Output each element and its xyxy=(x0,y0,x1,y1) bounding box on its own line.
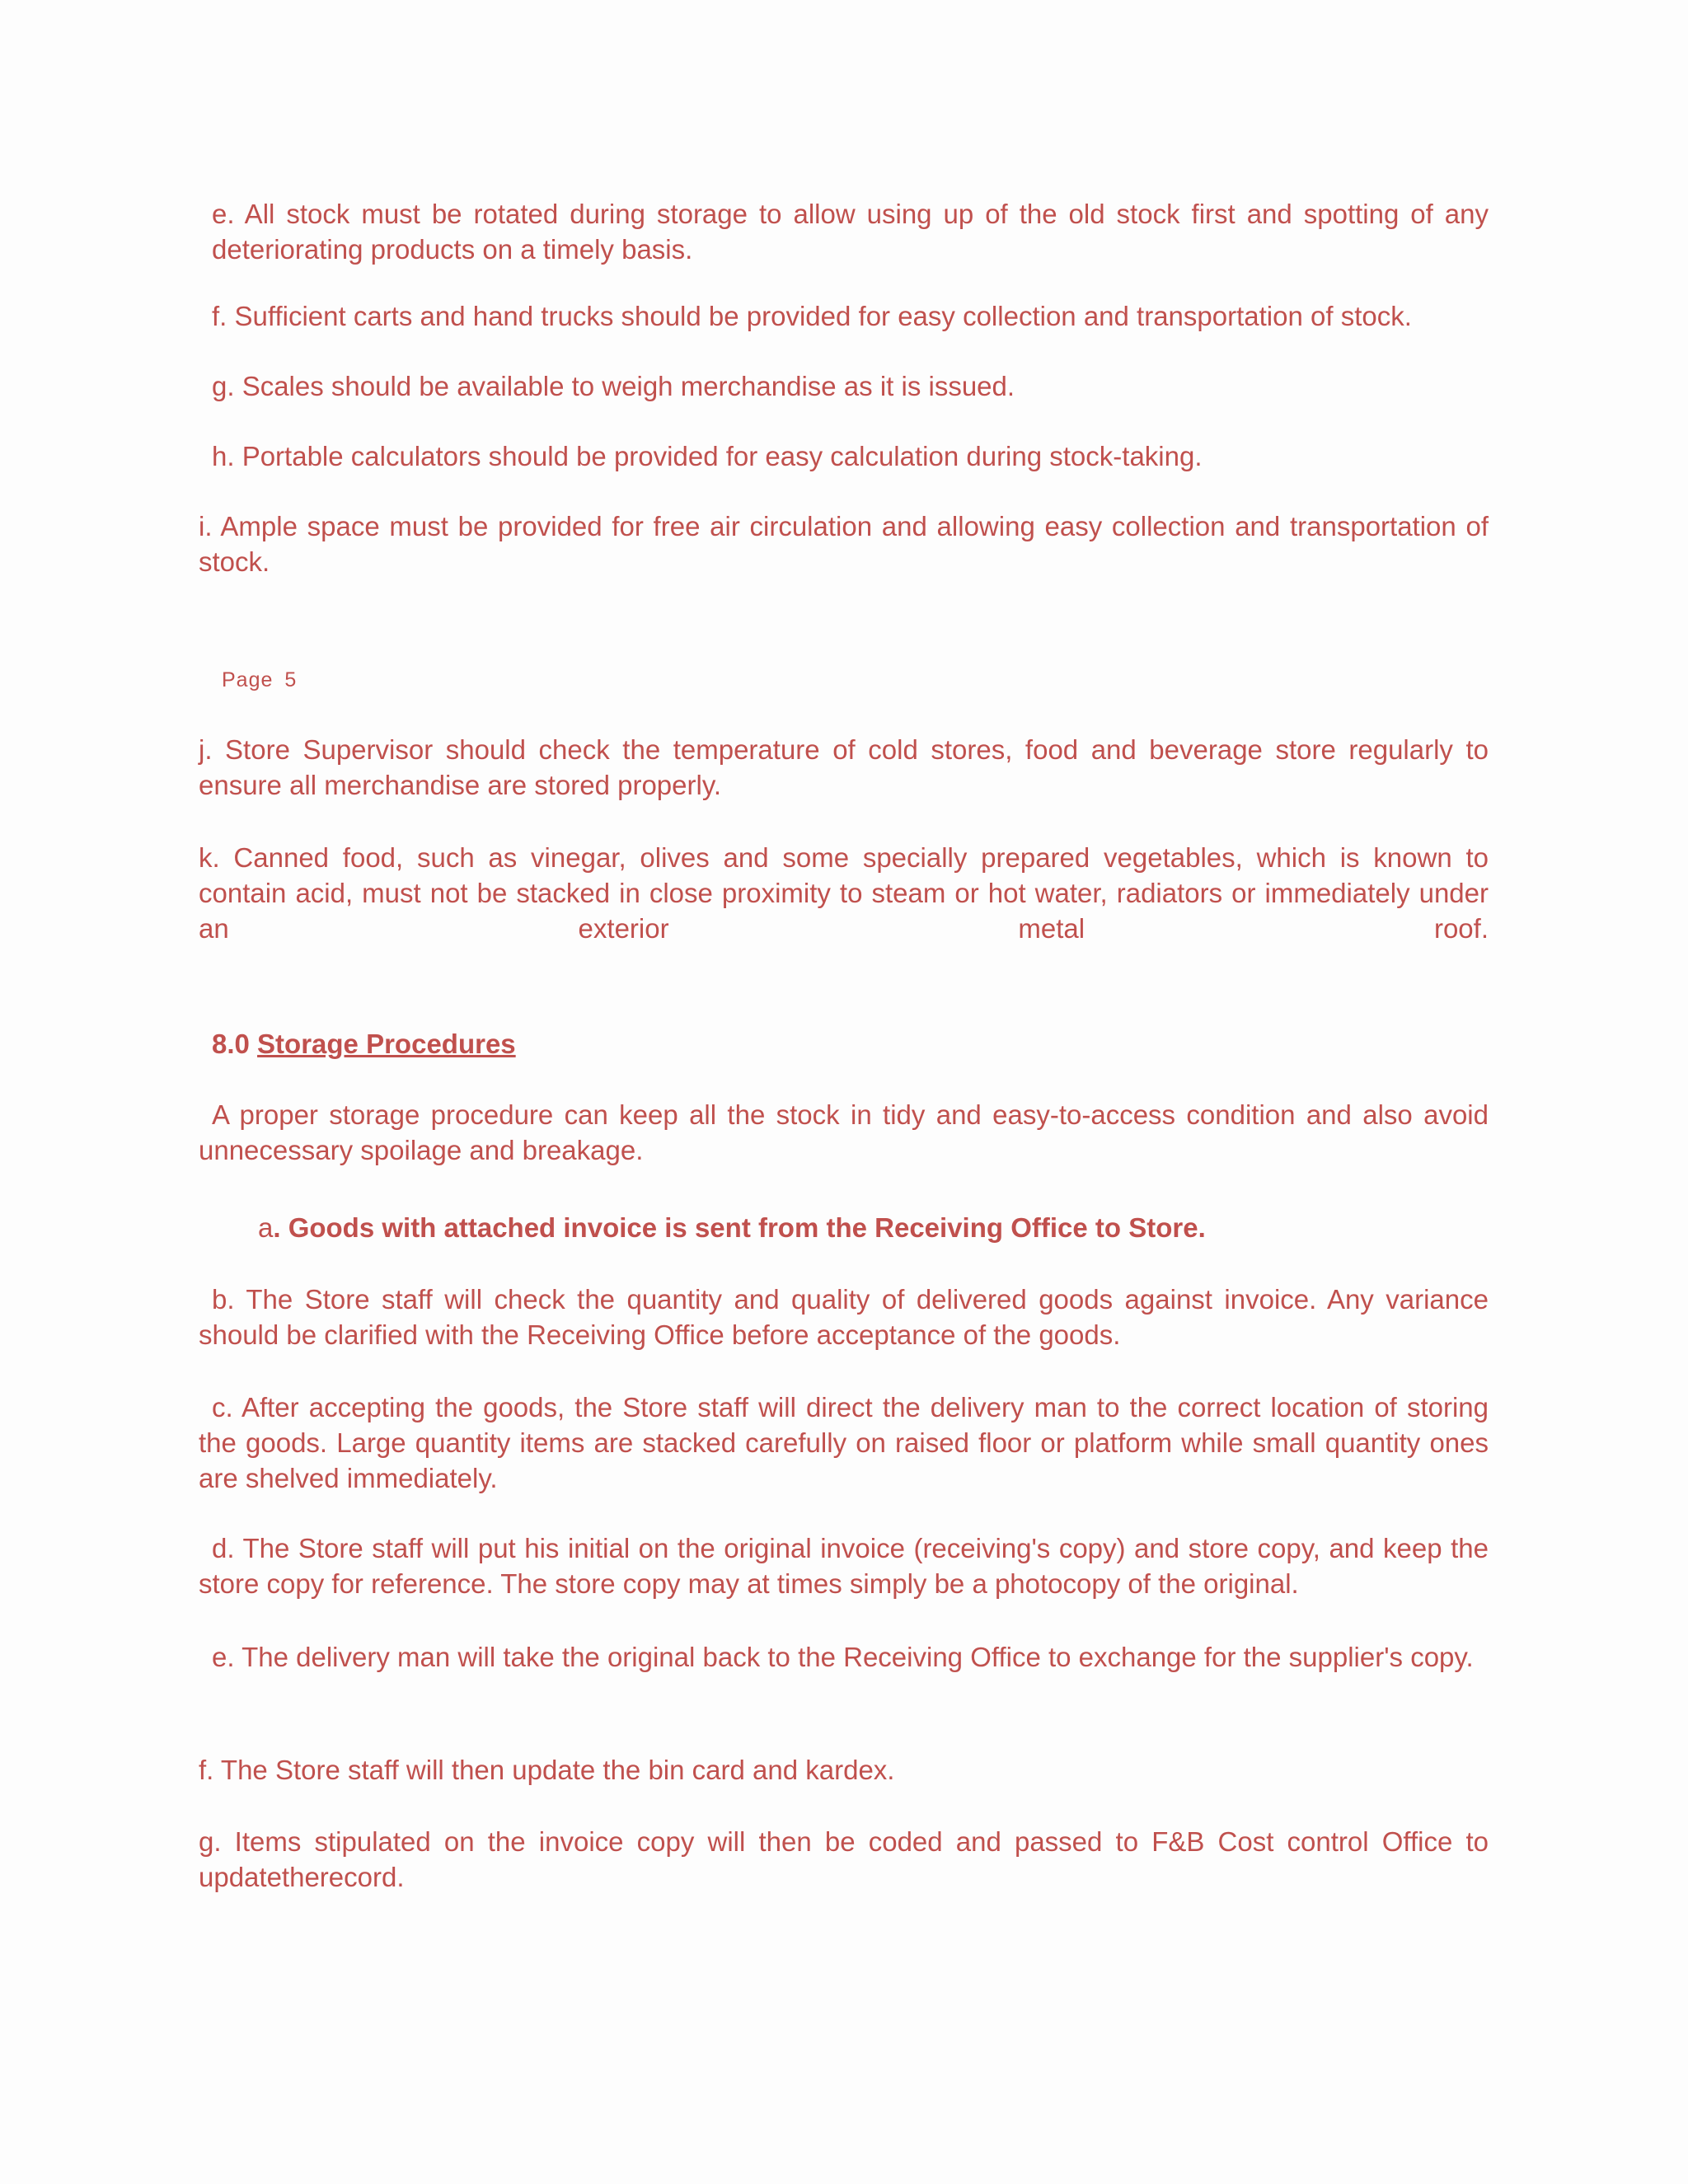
procedure-c: c. After accepting the goods, the Store staff will direct the delivery man to the correct location of storing the goods. Large quantity items are stacked carefully on raised floor or platform while small quantity ones are shelved immediately. xyxy=(199,1392,1489,1493)
procedure-g: g. Items stipulated on the invoice copy will then be coded and passed to F&B Cost control Office to updatetherecord. xyxy=(199,1826,1489,1892)
section-title: Storage Procedures xyxy=(257,1029,516,1059)
item-f-carts: f. Sufficient carts and hand trucks should be provided for easy collection and transportation of stock. xyxy=(212,301,1412,331)
item-k-canned-food: k. Canned food, such as vinegar, olives and some specially prepared vegetables, which is known to contain acid, must not be stacked in close proximity to steam or hot water, radiators or immediately under an exterior metal roof. xyxy=(199,842,1489,944)
procedure-a-text: . Goods with attached invoice is sent from the Receiving Office to Store. xyxy=(273,1212,1206,1243)
procedure-e: e. The delivery man will take the original back to the Receiving Office to exchange for the supplier's copy. xyxy=(212,1642,1474,1672)
section-intro: A proper storage procedure can keep all the stock in tidy and easy-to-access condition and also avoid unnecessary spoilage and breakage. xyxy=(199,1099,1489,1165)
item-g-scales: g. Scales should be available to weigh merchandise as it is issued. xyxy=(212,371,1015,401)
item-i-air-circulation: i. Ample space must be provided for free air circulation and allowing easy collection and transportation of stock. xyxy=(199,511,1489,577)
procedure-d: d. The Store staff will put his initial on the original invoice (receiving's copy) and store copy, and keep the store copy for reference. The store copy may at times simply be a photocopy of the original. xyxy=(199,1533,1489,1599)
procedure-b: b. The Store staff will check the quantity and quality of delivered goods against invoice. Any variance should be clarified with the Receiving Office before acceptance of the goods. xyxy=(199,1284,1489,1350)
procedure-a xyxy=(258,1210,1206,1245)
item-j-temperature: j. Store Supervisor should check the temperature of cold stores, food and beverage store regularly to ensure all merchandise are stored properly. xyxy=(199,734,1489,800)
item-e-rotate-stock: e. All stock must be rotated during storage to allow using up of the old stock first and spotting of any deteriorating products on a timely basis. xyxy=(212,199,1489,265)
procedure-f: f. The Store staff will then update the bin card and kardex. xyxy=(199,1755,895,1785)
section-number: 8.0 xyxy=(212,1029,258,1059)
procedure-a-prefix: a xyxy=(258,1212,274,1243)
item-h-calculators: h. Portable calculators should be provided for easy calculation during stock-taking. xyxy=(212,441,1203,471)
section-heading xyxy=(212,1026,516,1062)
page-number: Page 5 xyxy=(222,668,298,691)
